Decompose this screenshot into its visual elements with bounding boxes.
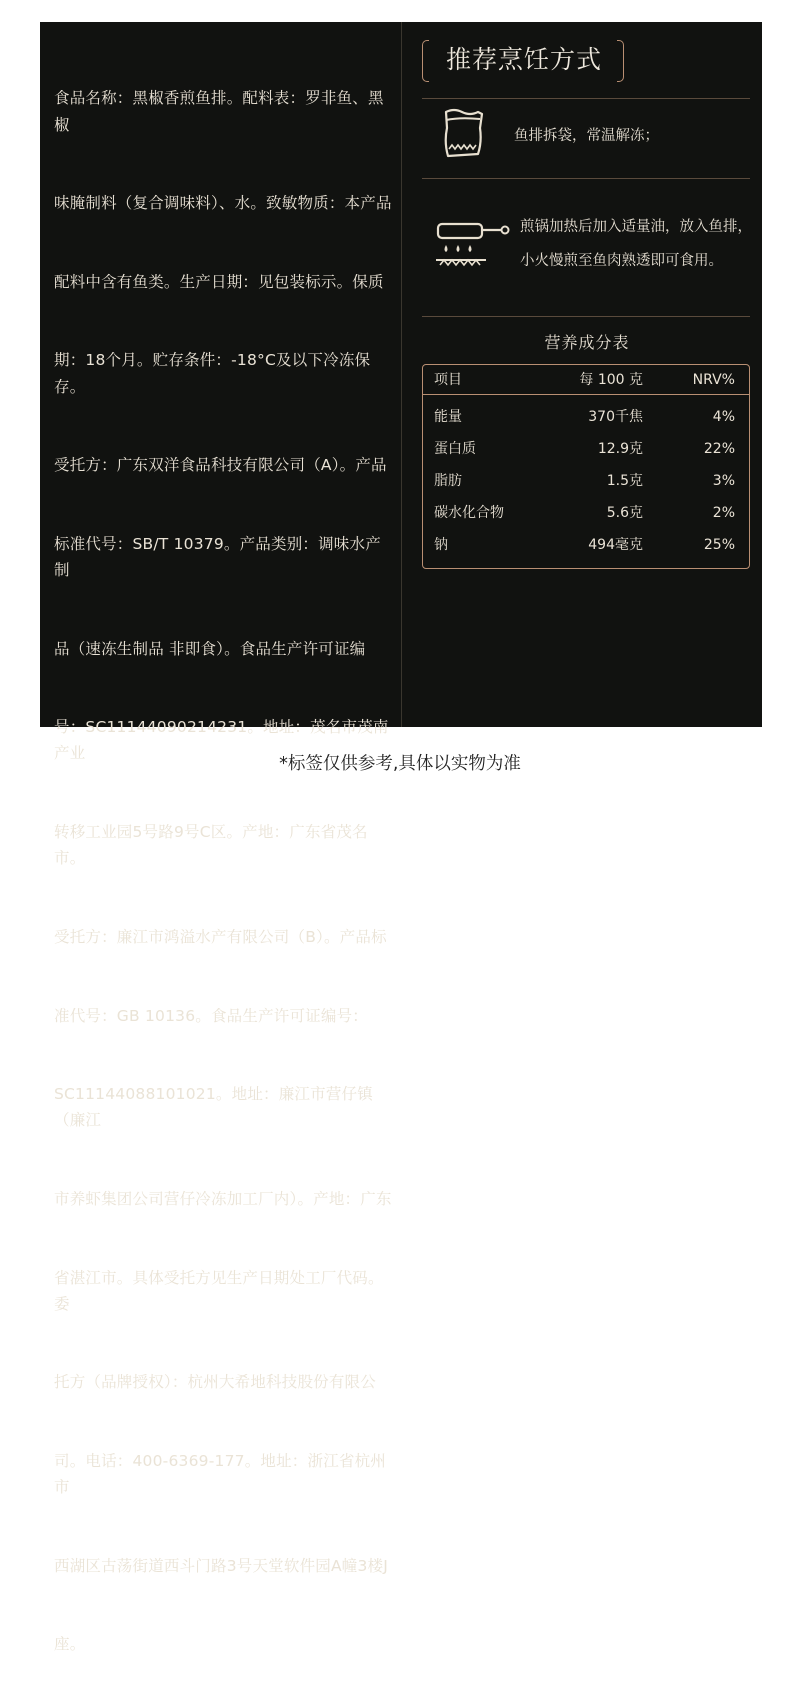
right-bracket (617, 40, 624, 82)
step-2-text-line-1: 煎锅加热后加入适量油，放入鱼排， (520, 219, 752, 235)
table-header-nrv: NRV% (692, 372, 735, 388)
label-line: 品（速冻生制品 非即食）。食品生产许可证编 (54, 639, 366, 658)
label-line: 受托方：廉江市鸿溢水产有限公司（B）。产品标 (54, 927, 387, 946)
cooking-and-nutrition (402, 22, 762, 727)
nutrient-nrv: 25% (703, 537, 735, 553)
label-line: 期：18个月。贮存条件：-18°C及以下冷冻保存。 (54, 351, 371, 396)
label-line: 托方（品牌授权）：杭州大希地科技股份有限公 (54, 1373, 376, 1392)
divider-line (422, 316, 750, 317)
label-line: 食品名称：黑椒香煎鱼排。配料表：罗非鱼、黑椒 (54, 89, 384, 134)
label-line: 配料中含有鱼类。生产日期：见包装标示。保质 (54, 272, 384, 291)
label-line: 准代号：GB 10136。食品生产许可证编号： (54, 1006, 368, 1025)
nutrient-name: 钠 (434, 537, 448, 553)
nutrient-name: 脂肪 (434, 473, 462, 489)
table-header-divider (423, 394, 749, 395)
label-line: SC11144088101021。地址：廉江市营仔镇（廉江 (54, 1085, 373, 1130)
divider-line (422, 98, 750, 99)
nutrient-amount: 5.6克 (606, 505, 643, 521)
table-header-item: 项目 (434, 372, 462, 388)
label-line: 转移工业园5号路9号C区。产地：广东省茂名市。 (54, 823, 368, 868)
nutrient-nrv: 3% (712, 473, 735, 489)
nutrient-nrv: 22% (703, 441, 735, 457)
nutrient-amount: 370千焦 (588, 409, 643, 425)
nutrient-name: 能量 (434, 409, 462, 425)
product-label-info (54, 33, 396, 1684)
table-header-per100g: 每 100 克 (579, 372, 643, 388)
cooking-title: 推荐烹饪方式 (445, 45, 602, 74)
label-line: 受托方：广东双洋食品科技有限公司（A）。产品 (54, 456, 387, 475)
nutrient-nrv: 2% (712, 505, 735, 521)
nutrient-amount: 494毫克 (588, 537, 643, 553)
divider-line (422, 178, 750, 179)
nutrient-amount: 1.5克 (606, 473, 643, 489)
nutrient-amount: 12.9克 (597, 441, 643, 457)
step-2-text-line-2: 小火慢煎至鱼肉熟透即可食用。 (520, 253, 723, 269)
nutrition-table (422, 364, 750, 569)
label-line: 市养虾集团公司营仔冷冻加工厂内）。产地：广东 (54, 1189, 392, 1208)
left-bracket (422, 40, 429, 82)
disclaimer-text: *标签仅供参考,具体以实物为准 (279, 754, 521, 774)
label-line: 省湛江市。具体受托方见生产日期处工厂代码。委 (54, 1268, 384, 1313)
label-line: 标准代号：SB/T 10379。产品类别：调味水产制 (54, 534, 381, 580)
label-line: 西湖区古荡街道西斗门路3号天堂软件园A幢3楼J (54, 1556, 388, 1575)
step-1-text: 鱼排拆袋，常温解冻； (514, 128, 659, 144)
nutrient-name: 蛋白质 (434, 441, 476, 457)
nutrient-name: 碳水化合物 (434, 505, 504, 521)
nutrient-nrv: 4% (712, 409, 735, 425)
label-line: 号：SC11144090214231。地址：茂名市茂南产业 (54, 718, 389, 763)
nutrition-title: 营养成分表 (544, 333, 630, 352)
label-line: 味腌制料（复合调味料）、水。致敏物质：本产品 (54, 194, 392, 213)
food-bag-icon (440, 108, 490, 160)
frying-pan-icon (432, 218, 512, 268)
label-line: 司。电话：400-6369-177。地址：浙江省杭州市 (54, 1451, 387, 1497)
label-line: 座。 (54, 1635, 86, 1654)
cooking-title-frame (422, 40, 622, 80)
